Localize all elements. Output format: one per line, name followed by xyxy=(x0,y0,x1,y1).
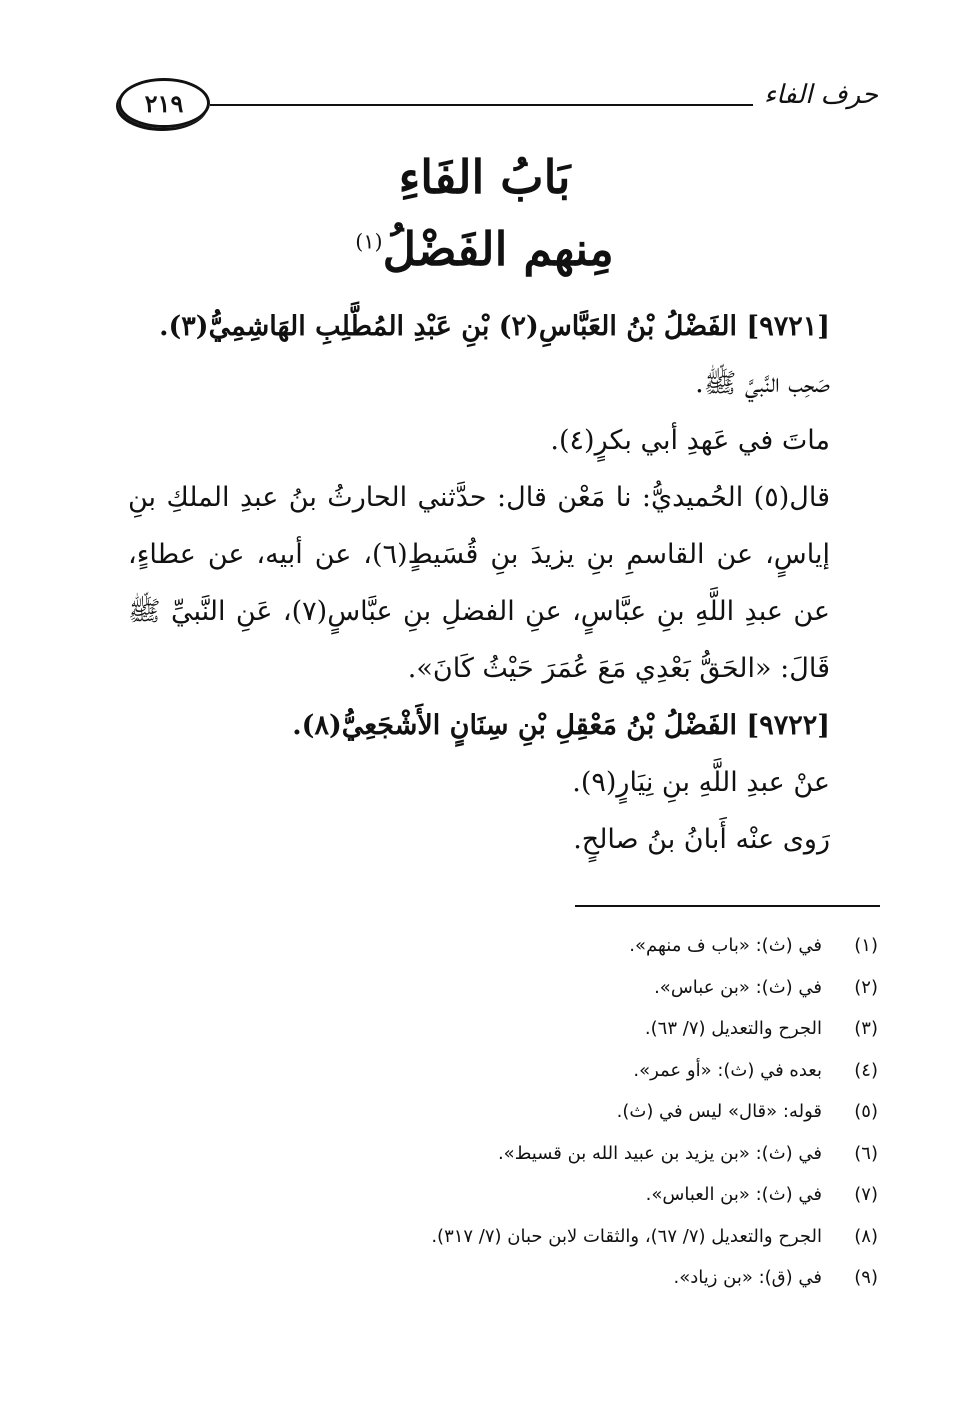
section-title-note: (١) xyxy=(355,229,383,254)
footnote-text: في (ث): «بن العباس». xyxy=(645,1184,822,1205)
footnote-text: في (ث): «بن عباس». xyxy=(654,976,822,998)
footnote-text: في (ق): «بن زياد». xyxy=(673,1267,822,1288)
text-line: صَحِب النَّبيَّ ﷺ. xyxy=(695,368,830,399)
footnote xyxy=(300,925,878,967)
header-rule xyxy=(210,104,753,106)
hadith-paragraph: قال(٥) الحُميديُّ: نا مَعْن قال: حدَّثني الحارثُ بنُ عبدِ الملكِ بنِ إياسٍ، عن القاسمِ بنِ يزيدَ بنِ قُسَيطٍ(٦)، عن أبيه، عن عطاءٍ، عن عبدِ اللَّهِ بنِ عبَّاسٍ، عنِ الفضلِ بنِ عبَّاسٍ(٧)، عَنِ النَّبيِّ ﷺ قَالَ: «الحَقُّ بَعْدِي مَعَ عُمَرَ حَيْثُ كَانَ». xyxy=(128,482,830,684)
section-title-text: مِنهم الفَضْلُ xyxy=(382,222,614,276)
section-title xyxy=(0,222,969,276)
footnote-number: (٧) xyxy=(854,1184,878,1205)
footnote-number: (١) xyxy=(854,935,878,956)
footnote-text: قوله: «قال» ليس في (ث). xyxy=(616,1101,822,1122)
footnote-text: الجرح والتعديل (٧/ ٦٣). xyxy=(644,1018,822,1039)
footnote xyxy=(300,1216,878,1258)
footnote-number: (٥) xyxy=(854,1101,878,1122)
footnote xyxy=(300,1091,878,1133)
footnote-text: في (ث): «بن يزيد بن عبيد الله بن قسيط». xyxy=(497,1142,822,1164)
footnotes xyxy=(300,925,878,1299)
entry-heading: [٩٧٢١] الفَضْلُ بْنُ العَبَّاسِ(٢) بْنِ عَبْدِ المُطَّلِبِ الهَاشِمِيُّ(٣). xyxy=(159,311,830,342)
text-line: عنْ عبدِ اللَّهِ بنِ نِيَارٍ(٩). xyxy=(572,767,830,798)
running-title: حرف الفاء xyxy=(763,80,878,110)
footnote-number: (٩) xyxy=(854,1267,878,1288)
footnote-text: بعده في (ث): «أو عمر». xyxy=(633,1059,822,1081)
page-number-badge xyxy=(118,78,210,128)
running-header xyxy=(118,78,878,130)
footnote-number: (٣) xyxy=(854,1018,878,1039)
footnote xyxy=(300,1174,878,1216)
text-line: رَوى عنْه أَبانُ بنُ صالحٍ. xyxy=(573,824,830,855)
page-number: ٢١٩ xyxy=(144,88,184,118)
footnote xyxy=(300,1050,878,1092)
footnote xyxy=(300,1257,878,1299)
footnote-number: (٤) xyxy=(854,1059,878,1081)
main-text xyxy=(128,298,870,868)
entry-heading: [٩٧٢٢] الفَضْلُ بْنُ مَعْقِلِ بْنِ سِنَانٍ الأَشْجَعِيُّ(٨). xyxy=(292,710,830,741)
footnote xyxy=(300,1133,878,1175)
footnote-number: (٦) xyxy=(854,1142,878,1164)
footnote-number: (٨) xyxy=(854,1225,878,1247)
footnote-number: (٢) xyxy=(854,976,878,998)
footnote-text: في (ث): «باب ف منهم». xyxy=(629,935,822,956)
text-line: ماتَ في عَهدِ أبي بكرٍ(٤). xyxy=(550,425,830,456)
footnote-separator xyxy=(575,905,880,907)
footnote xyxy=(300,967,878,1009)
footnote xyxy=(300,1008,878,1050)
chapter-title: بَابُ الفَاءِ xyxy=(398,150,571,204)
footnote-text: الجرح والتعديل (٧/ ٦٧)، والثقات لابن حبان (٧/ ٣١٧). xyxy=(431,1225,822,1247)
